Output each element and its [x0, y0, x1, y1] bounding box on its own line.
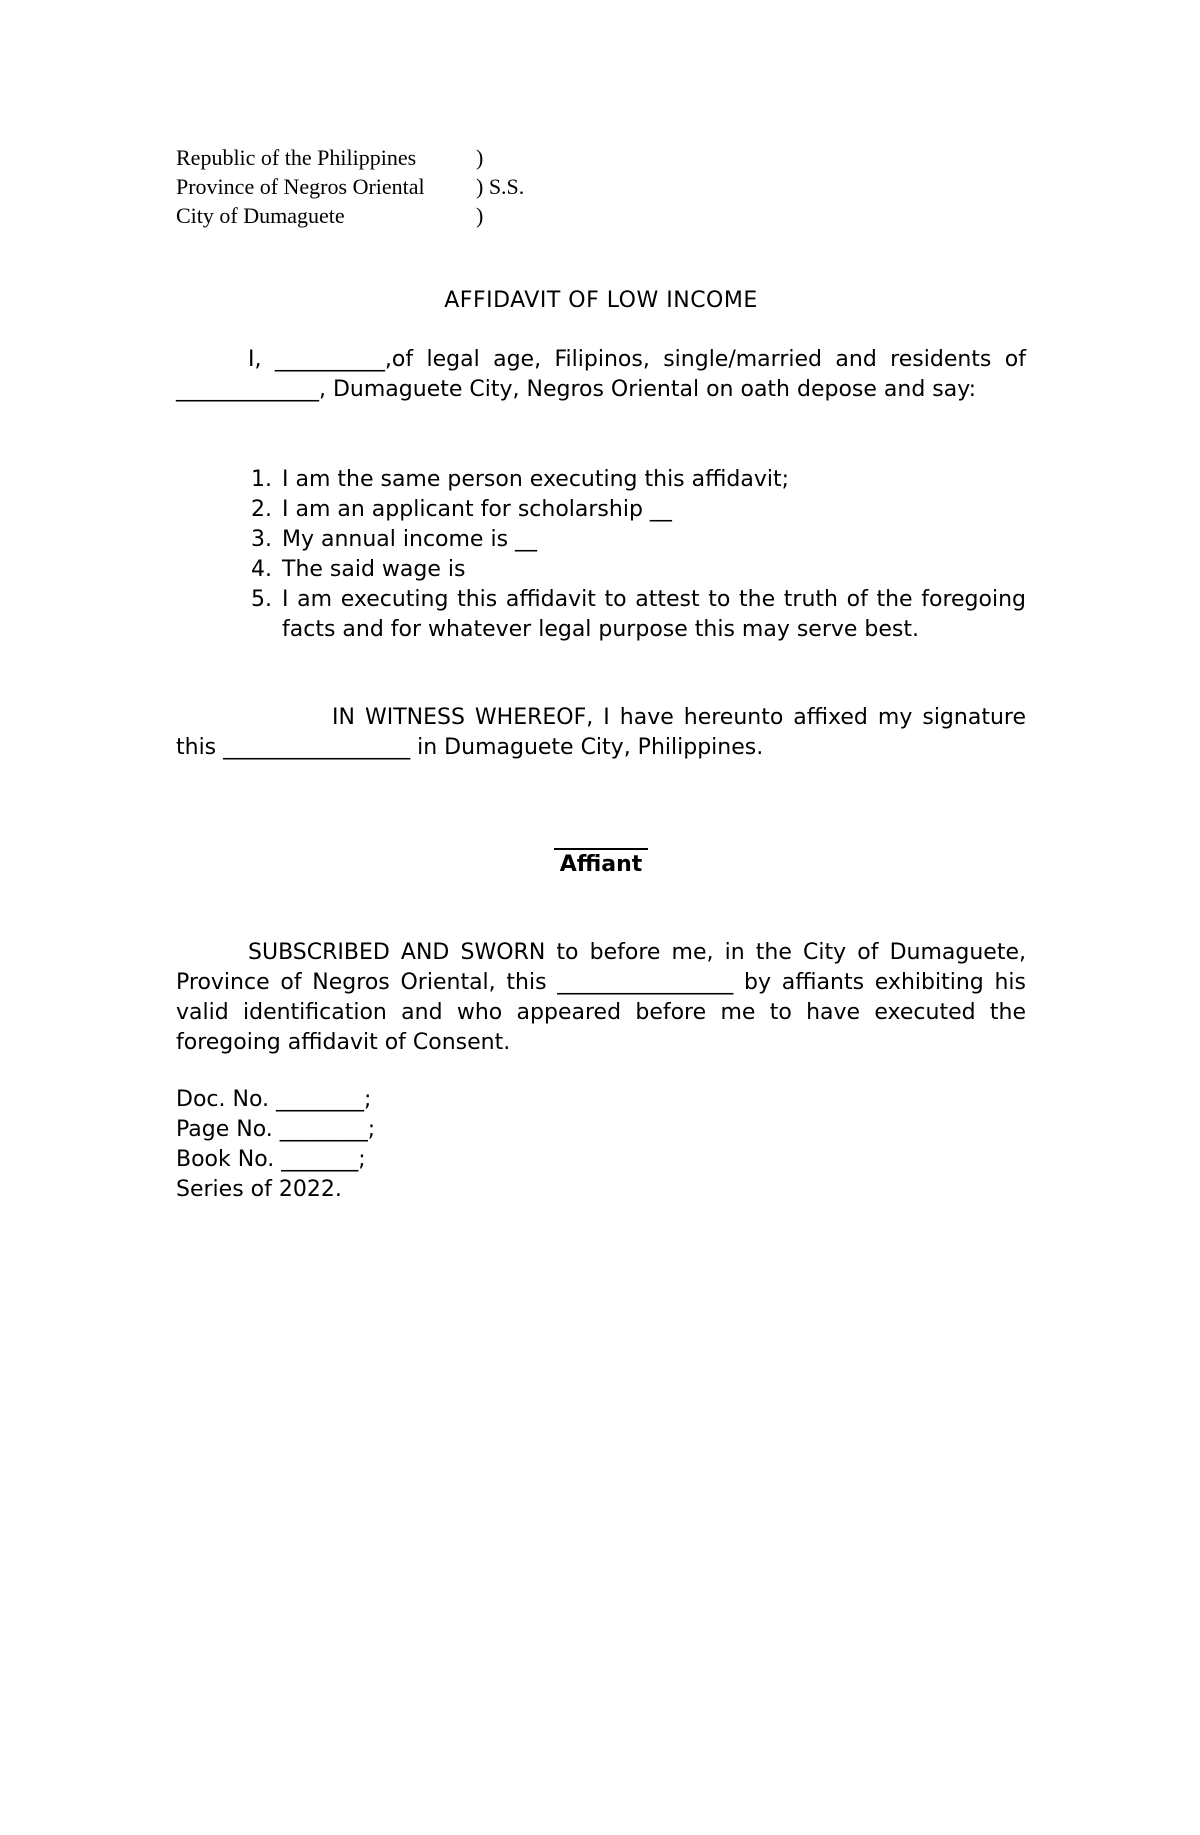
jurat-text: SUBSCRIBED AND SWORN to before me, in the City of Dumaguete, Province of Negros Oriental, this ________________ by affiants exhibiting his valid identification and who appeared before me to have executed the foregoing affidavit of Consent.: [176, 940, 1026, 1055]
venue-row-city: [176, 201, 524, 230]
page-number: Page No. ________;: [176, 1117, 376, 1142]
series-year: Series of 2022.: [176, 1177, 342, 1202]
intro-text: I, __________,of legal age, Filipinos, single/married and residents of _____________, Dumaguete City, Negros Oriental on oath depose and say:: [176, 347, 1026, 402]
venue-row-province: [176, 172, 524, 201]
witness-text: IN WITNESS WHEREOF, I have hereunto affixed my signature this _________________ in Dumaguete City, Philippines.: [176, 705, 1026, 760]
list-text: I am the same person executing this affidavit;: [282, 467, 789, 492]
list-text: I am an applicant for scholarship __: [282, 497, 672, 522]
list-text: My annual income is __: [282, 527, 538, 552]
list-text: I am executing this affidavit to attest to the truth of the foregoing facts and for whatever legal purpose this may serve best.: [282, 587, 1026, 642]
list-number: 2.: [251, 497, 272, 522]
intro-paragraph: [176, 345, 1026, 405]
list-number: 3.: [251, 527, 272, 552]
list-number: 1.: [251, 467, 272, 492]
doc-number: Doc. No. ________;: [176, 1087, 372, 1112]
witness-paragraph: [176, 703, 1026, 763]
statement-list: [176, 465, 1026, 645]
jurat-paragraph: [176, 938, 1026, 1058]
venue-caption: [176, 143, 524, 230]
list-item: [176, 495, 1026, 525]
venue-republic: Republic of the Philippines: [176, 145, 417, 170]
notarial-register: [176, 1085, 375, 1205]
list-item: [176, 585, 1026, 645]
list-item: [176, 465, 1026, 495]
list-number: 4.: [251, 557, 272, 582]
list-item: [176, 555, 1026, 585]
venue-province: Province of Negros Oriental: [176, 174, 425, 199]
list-item: [176, 525, 1026, 555]
document-title: AFFIDAVIT OF LOW INCOME: [444, 288, 758, 313]
affiant-label: Affiant: [559, 852, 643, 877]
venue-city: City of Dumaguete: [176, 203, 345, 228]
list-text: The said wage is: [282, 557, 466, 582]
list-number: 5.: [251, 587, 272, 612]
book-number: Book No. _______;: [176, 1147, 366, 1172]
venue-ss: ) S.S.: [476, 174, 525, 199]
venue-bracket: ): [476, 145, 484, 170]
venue-bracket: ): [476, 203, 484, 228]
venue-row-republic: [176, 143, 524, 172]
